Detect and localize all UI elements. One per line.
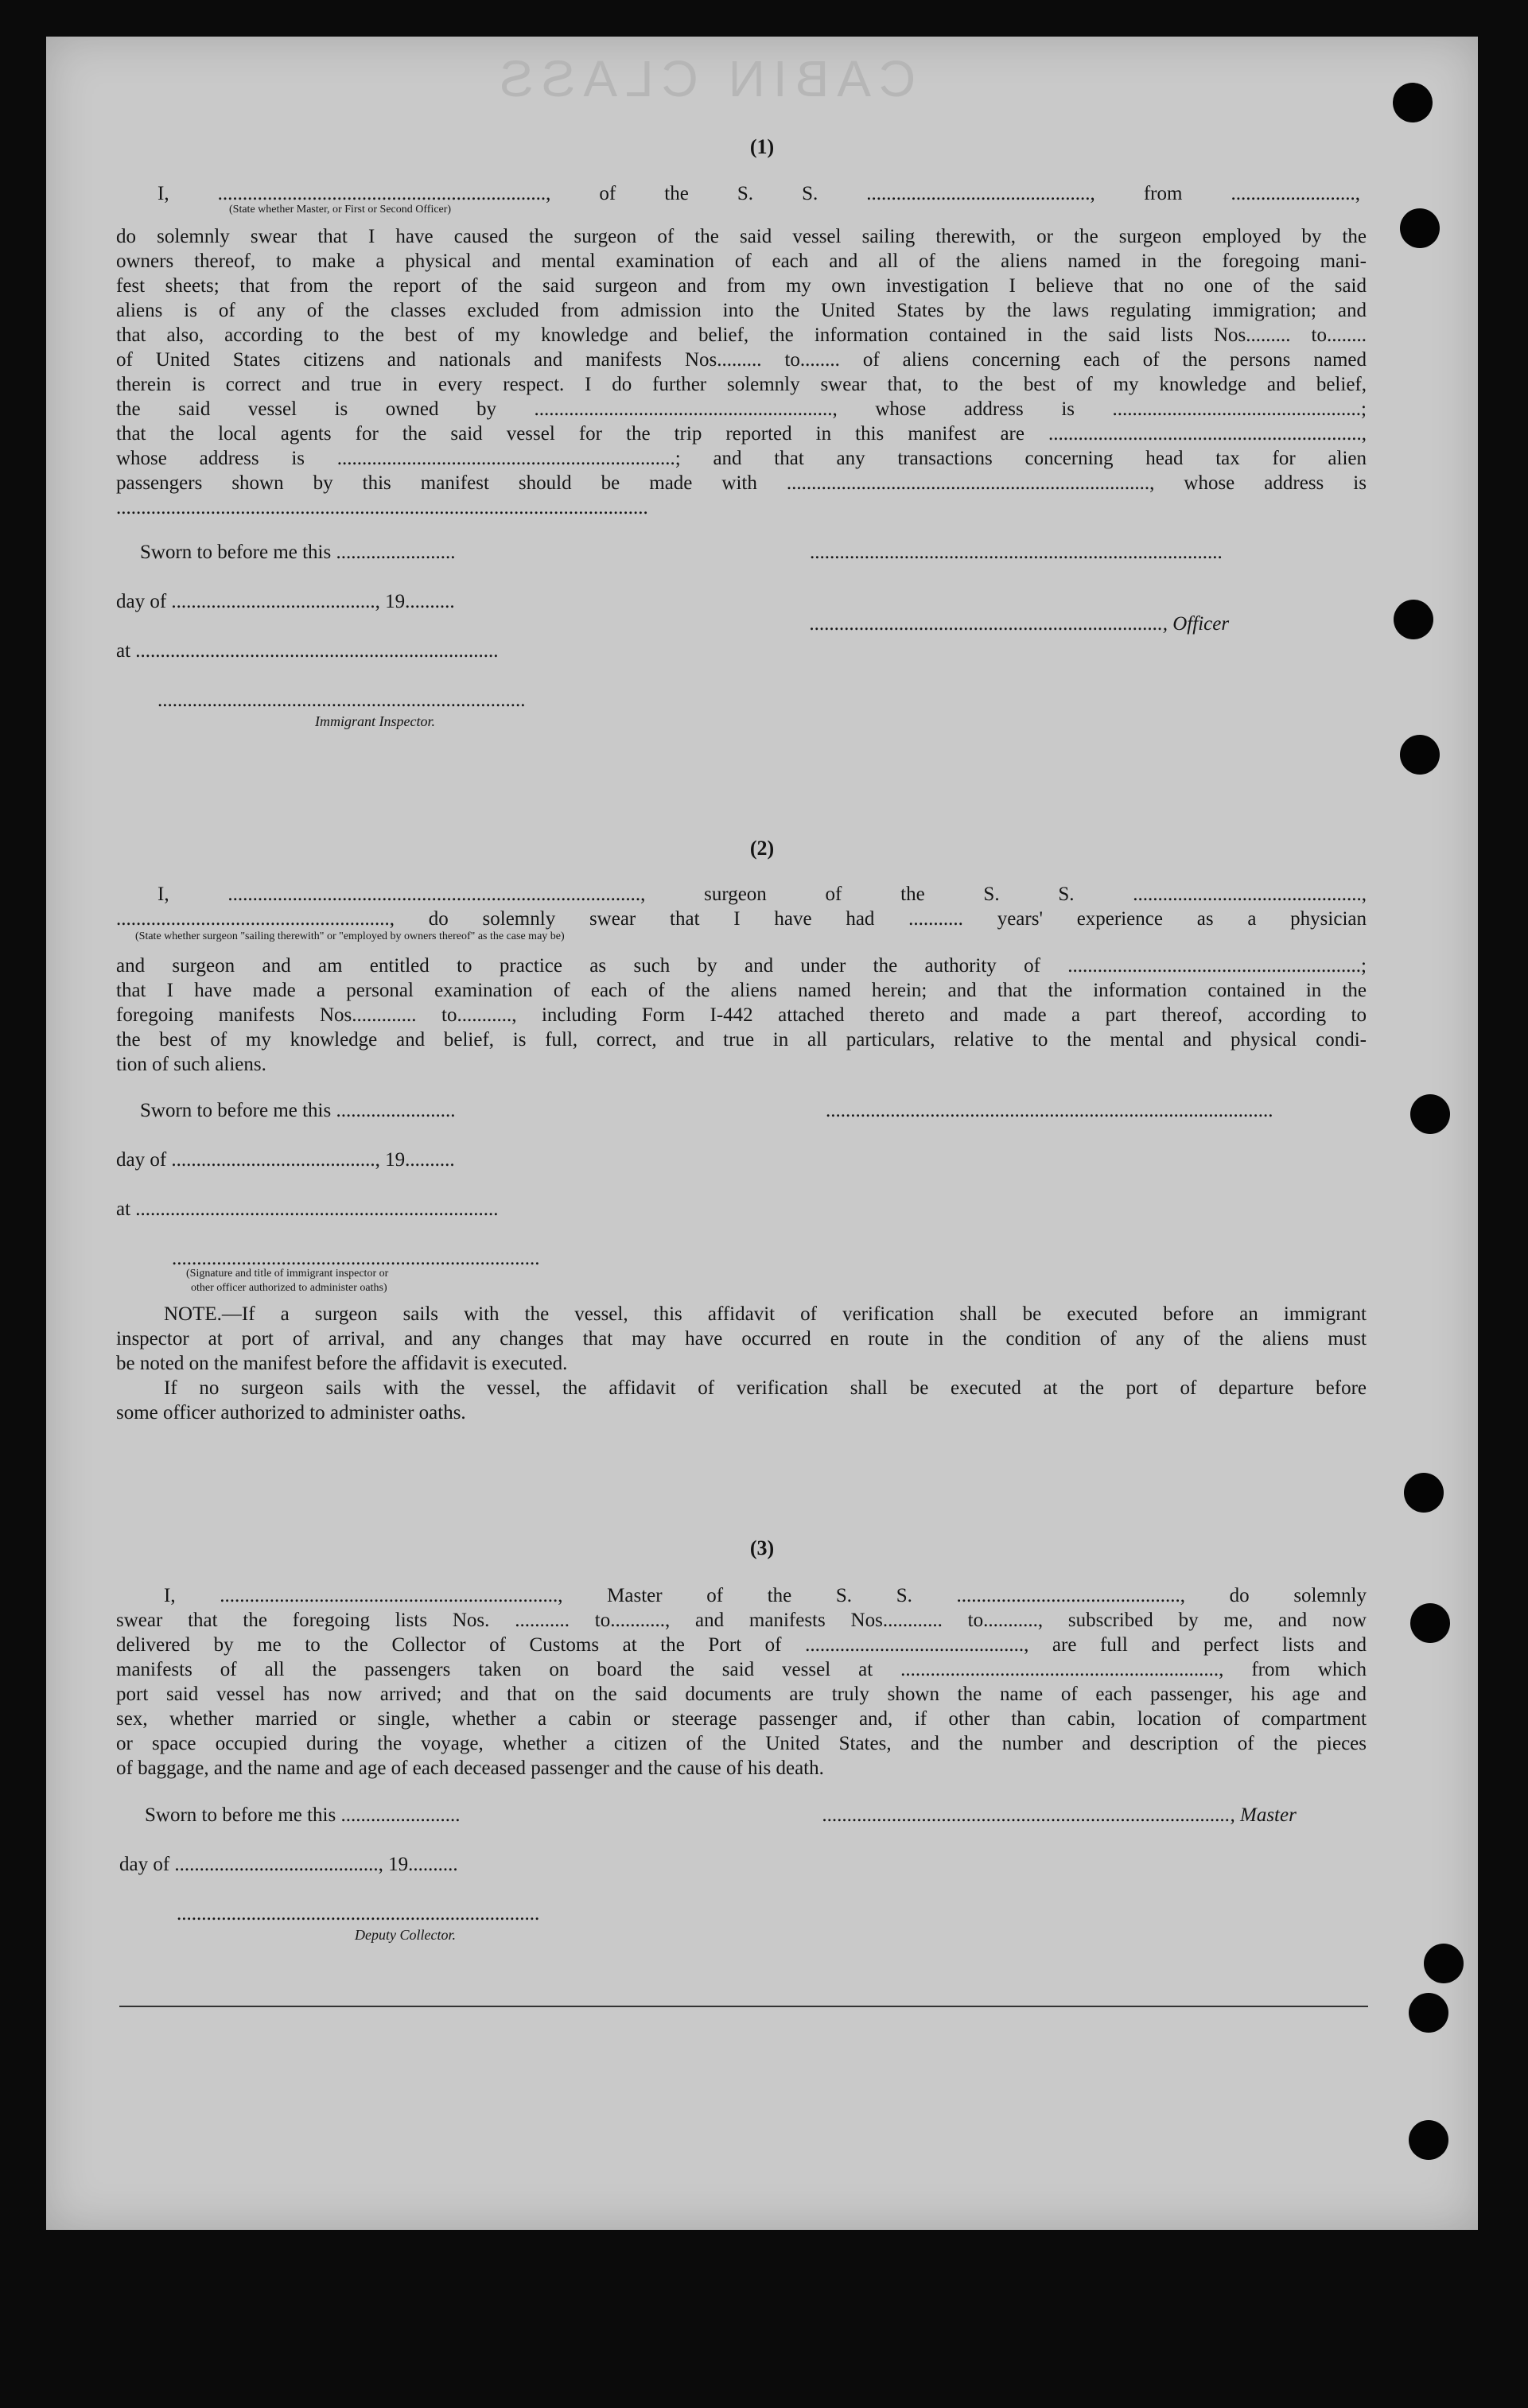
section-1-officer: ......................................................................., Officer [810,613,1230,635]
section-3-line: sex, whether married or single, whether a cabin or steerage passenger and, if other than cabin, location of compartment [116,1708,1367,1730]
section-1-line: whose address is ....................................................................; and that any transactions concerning head tax for alien [116,448,1367,469]
punch-hole [1409,2120,1448,2160]
section-3-master: .................................................................................., Master [822,1804,1297,1826]
section-2-line: and surgeon and am entitled to practice as such by and under the authority of ...........................................................; [116,955,1367,977]
section-1-line: the said vessel is owned by ............................................................, whose address is ..................................................; [116,398,1367,420]
manifest-affidavit-page [46,37,1478,2230]
punch-hole [1393,83,1433,122]
section-1-officer-blank: ................................................................................... [810,542,1223,563]
section-3-line: I, ...................................................................., Master of the S. S. ............................................., do solemnly [164,1585,1367,1606]
punch-hole [1394,600,1433,639]
section-1-opening-line: I, .................................................................., of the S. S. ............................................., from ........................., [157,183,1360,204]
section-2-last-line: tion of such aliens. [116,1054,266,1075]
section-2-second-line: ......................................................., do solemnly swear that I have had ........... years' experience as a physician [116,908,1367,930]
section-1-number: (1) [749,135,775,158]
section-2-day: day of ........................................., 19.......... [116,1149,455,1171]
section-1-last-line: ........................................................................................................... [116,497,648,518]
section-3-day: day of ........................................., 19.......... [119,1854,458,1875]
section-3-line: delivered by me to the Collector of Customs at the Port of ............................................, are full and perfect lists and [116,1634,1367,1656]
section-2-line: the best of my knowledge and belief, is full, correct, and true in all particulars, relative to the mental and physical condi- [116,1029,1367,1051]
section-2-signature-line: .......................................................................... [172,1248,540,1269]
section-1-line: fest sheets; that from the report of the said surgeon and from my own investigation I believe that no one of the said [116,275,1367,297]
section-1-line: aliens is of any of the classes excluded from admission into the United States by the laws regulating immigration; and [116,300,1367,321]
section-1-line: therein is correct and true in every respect. I do further solemnly swear that, to the best of my knowledge and belief, [116,374,1367,395]
section-1-line: do solemnly swear that I have caused the surgeon of the said vessel sailing therewith, or the surgeon employed by the [116,226,1367,247]
section-1-line: passengers shown by this manifest should be made with ........................................................................., whose address is [116,472,1367,494]
section-3-line: swear that the foregoing lists Nos. ........... to..........., and manifests Nos............ to..........., subscribed by me, and now [116,1610,1367,1631]
ghost-header-cabin-class: CABIN CLASS [492,50,916,107]
punch-hole [1400,735,1440,775]
punch-hole [1424,1944,1464,1983]
section-3-number: (3) [749,1536,775,1559]
section-1-line: of United States citizens and nationals and manifests Nos......... to........ of aliens concerning each of the persons named [116,349,1367,371]
section-1-line: owners thereof, to make a physical and mental examination of each and all of the aliens named in the foregoing mani- [116,251,1367,272]
section-1-immigrant-inspector: Immigrant Inspector. [315,713,435,729]
section-2-note-line: NOTE.—If a surgeon sails with the vessel, this affidavit of verification shall be executed before an immigrant [164,1303,1367,1325]
section-3-deputy-collector: Deputy Collector. [355,1927,456,1943]
section-2-number: (2) [749,837,775,860]
punch-hole [1410,1094,1450,1134]
section-2-signature-caption: other officer authorized to administer oaths) [191,1282,387,1294]
section-2-note-last: be noted on the manifest before the affidavit is executed. [116,1353,568,1374]
section-1-line: that also, according to the best of my knowledge and belief, the information contained in the said lists Nos......... to........ [116,324,1367,346]
section-2-opening-line: I, ..................................................................................., surgeon of the S. S. .............................................., [157,884,1367,905]
punch-hole [1400,208,1440,248]
section-3-line: manifests of all the passengers taken on board the said vessel at ................................................................, from which [116,1659,1367,1680]
section-2-note2-last: some officer authorized to administer oaths. [116,1402,466,1423]
section-2-surgeon-note: (State whether surgeon "sailing therewith" or "employed by owners thereof" as the case may be) [135,930,565,942]
section-2-line: that I have made a personal examination of each of the aliens named herein; and that the information contained in the [116,980,1367,1001]
section-1-line: that the local agents for the said vessel for the trip reported in this manifest are ..............................................................., [116,423,1367,445]
section-3-line: port said vessel has now arrived; and that on the said documents are truly shown the name of each passenger, his age and [116,1684,1367,1705]
section-1-signature-line: .......................................................................... [157,689,526,711]
section-2-sworn: Sworn to before me this ........................ [140,1100,456,1121]
punch-hole [1404,1473,1444,1513]
section-3-line: or space occupied during the voyage, whether a citizen of the United States, and the number and description of the pieces [116,1733,1367,1754]
section-2-note-line: inspector at port of arrival, and any changes that may have occurred en route in the condition of any of the aliens must [116,1328,1367,1350]
section-2-right-blank: .......................................................................................... [826,1100,1273,1121]
section-2-line: foregoing manifests Nos............. to..........., including Form I-442 attached thereto and made a part thereof, according to [116,1004,1367,1026]
bottom-rule [119,2006,1368,2007]
section-3-last-line: of baggage, and the name and age of each deceased passenger and the cause of his death. [116,1757,824,1779]
section-1-sworn: Sworn to before me this ........................ [140,542,456,563]
section-3-signature-line: ......................................................................... [177,1903,540,1924]
section-1-officer-note: (State whether Master, or First or Second Officer) [229,204,452,216]
section-1-day: day of ........................................., 19.......... [116,591,455,612]
punch-hole [1410,1603,1450,1643]
punch-hole [1409,1993,1448,2033]
section-2-note2-line: If no surgeon sails with the vessel, the affidavit of verification shall be executed at the port of departure before [164,1377,1367,1399]
section-2-signature-caption: (Signature and title of immigrant inspector or [186,1268,389,1280]
section-2-at: at ......................................................................... [116,1198,499,1220]
section-3-sworn: Sworn to before me this ........................ [145,1804,461,1826]
section-1-at: at ......................................................................... [116,640,499,662]
